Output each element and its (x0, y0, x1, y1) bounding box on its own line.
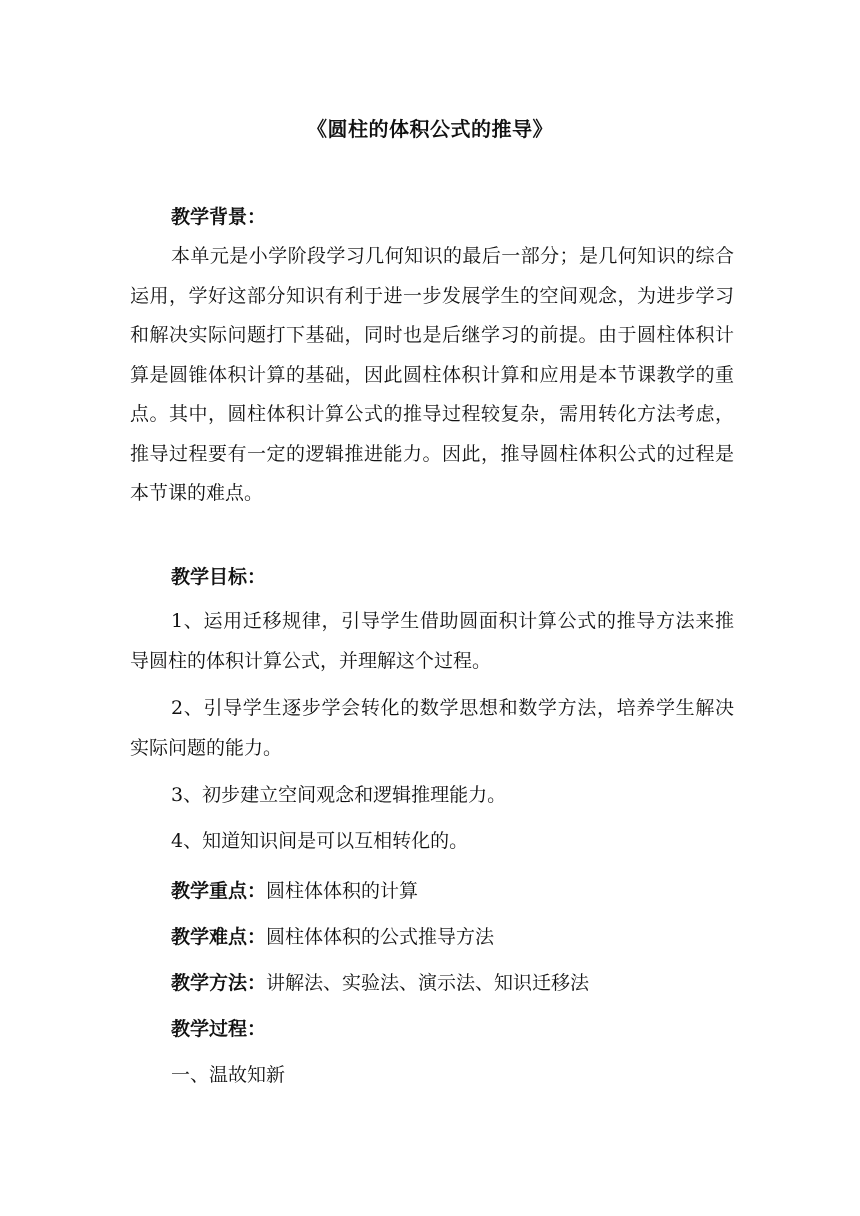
method-text: 讲解法、实验法、演示法、知识迁移法 (266, 972, 590, 994)
objective-item-1: 1、运用迁移规律，引导学生借助圆面积计算公式的推导方法来推导圆柱的体积计算公式，并理解这个过程。 (130, 610, 734, 672)
key-point-text: 圆柱体体积的计算 (266, 880, 419, 902)
objective-item-2: 2、引导学生逐步学会转化的数学思想和数学方法，培养学生解决实际问题的能力。 (130, 697, 734, 759)
process-step-line (130, 1058, 734, 1092)
process-section (130, 1012, 734, 1046)
objectives-section (130, 560, 734, 861)
key-point-label: 教学重点： (171, 880, 267, 902)
process-heading: 教学过程： (171, 1018, 267, 1040)
method-line (130, 966, 734, 1000)
document-title: 《圆柱的体积公式的推导》 (307, 117, 553, 141)
difficulty-line (130, 920, 734, 954)
objective-item-4: 4、知道知识间是可以互相转化的。 (171, 829, 469, 852)
method-label: 教学方法： (171, 972, 267, 994)
objectives-heading: 教学目标： (171, 566, 267, 588)
background-paragraph: 本单元是小学阶段学习几何知识的最后一部分；是几何知识的综合运用，学好这部分知识有利于进一步发展学生的空间观念，为进步学习和解决实际问题打下基础，同时也是后继学习的前提。由于圆柱体积计算是圆锥体积计算的基础，因此圆柱体积计算和应用是本节课教学的重点。其中，圆柱体积计算公式的推导过程较复杂，需用转化方法考虑，推导过程要有一定的逻辑推进能力。因此，推导圆柱体积公式的过程是本节课的难点。 (130, 245, 734, 504)
key-point-line (130, 874, 734, 908)
difficulty-label: 教学难点： (171, 926, 267, 948)
difficulty-text: 圆柱体体积的公式推导方法 (266, 926, 495, 948)
background-heading: 教学背景： (171, 206, 267, 228)
background-section (130, 200, 734, 514)
process-step-1: 一、温故知新 (171, 1064, 286, 1086)
objective-item-3: 3、初步建立空间观念和逻辑推理能力。 (171, 784, 507, 806)
